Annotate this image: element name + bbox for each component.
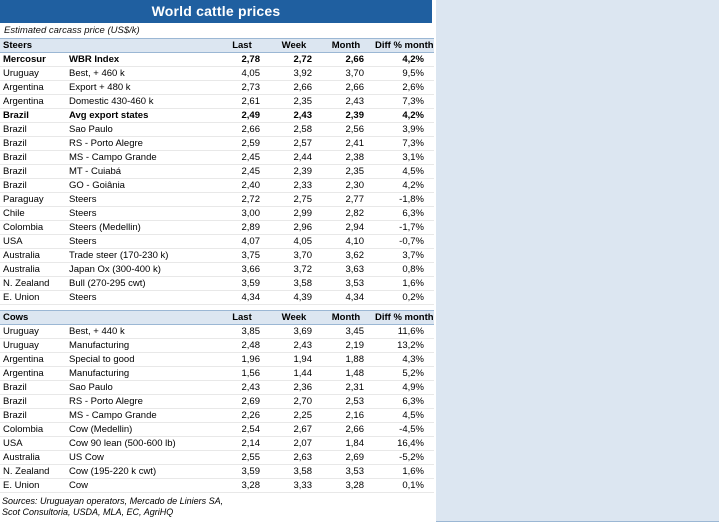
row-week: 2,25 [268,409,320,423]
row-desc: Steers [66,291,216,305]
row-last: 2,45 [216,165,268,179]
row-country: E. Union [0,291,66,305]
row-diff: -1,8% [372,193,434,207]
row-month: 2,69 [320,451,372,465]
row-desc: Japan Ox (300-400 k) [66,263,216,277]
row-country: Argentina [0,367,66,381]
table-row [0,95,434,109]
row-diff: 4,3% [372,353,434,367]
row-last: 2,72 [216,193,268,207]
row-diff: -0,7% [372,235,434,249]
row-month: 1,88 [320,353,372,367]
row-desc: Manufacturing [66,367,216,381]
header-month: Month [320,311,372,325]
row-last: 3,59 [216,465,268,479]
row-country: N. Zealand [0,277,66,291]
row-week: 2,39 [268,165,320,179]
row-country: Colombia [0,221,66,235]
steers-table-header [0,39,434,53]
row-country: Argentina [0,81,66,95]
row-last: 2,48 [216,339,268,353]
row-last: 2,78 [216,53,268,67]
row-week: 2,66 [268,81,320,95]
right-panel [436,0,719,519]
table-row [0,395,434,409]
table-row [0,123,434,137]
row-country: Brazil [0,395,66,409]
row-week: 3,33 [268,479,320,493]
row-country: Australia [0,249,66,263]
row-diff: 0,8% [372,263,434,277]
header-steers: Steers [0,39,66,53]
row-desc: MS - Campo Grande [66,409,216,423]
row-month: 3,63 [320,263,372,277]
table-row [0,249,434,263]
row-diff: 7,3% [372,137,434,151]
row-last: 2,49 [216,109,268,123]
table-row [0,221,434,235]
row-last: 2,59 [216,137,268,151]
row-diff: 3,9% [372,123,434,137]
row-week: 2,33 [268,179,320,193]
row-country: Uruguay [0,325,66,339]
row-week: 3,69 [268,325,320,339]
row-desc: Steers [66,207,216,221]
row-month: 2,41 [320,137,372,151]
row-diff: 4,2% [372,179,434,193]
row-desc: Trade steer (170-230 k) [66,249,216,263]
row-week: 3,70 [268,249,320,263]
row-month: 3,70 [320,67,372,81]
row-month: 2,43 [320,95,372,109]
row-desc: Cow (Medellin) [66,423,216,437]
steers-table [0,38,434,310]
row-diff: 0,1% [372,479,434,493]
row-desc: Best, + 460 k [66,67,216,81]
row-desc: RS - Porto Alegre [66,137,216,151]
row-diff: 9,5% [372,67,434,81]
row-diff: 4,5% [372,409,434,423]
row-desc: Sao Paulo [66,123,216,137]
table-row [0,451,434,465]
row-desc: Special to good [66,353,216,367]
row-diff: 0,2% [372,291,434,305]
row-month: 2,66 [320,423,372,437]
row-country: Brazil [0,179,66,193]
row-diff: 1,6% [372,465,434,479]
row-country: Brazil [0,123,66,137]
header-cows: Cows [0,311,66,325]
row-week: 2,99 [268,207,320,221]
row-country: Australia [0,263,66,277]
row-country: USA [0,235,66,249]
row-desc: Export + 480 k [66,81,216,95]
row-last: 3,85 [216,325,268,339]
row-diff: 4,2% [372,109,434,123]
table-row [0,277,434,291]
row-month: 4,34 [320,291,372,305]
row-last: 2,26 [216,409,268,423]
row-month: 2,66 [320,53,372,67]
table-row [0,207,434,221]
row-last: 4,05 [216,67,268,81]
shares-header-row [436,223,719,237]
row-desc: Steers [66,193,216,207]
row-country: USA [0,437,66,451]
header-week: Week [268,311,320,325]
page-subtitle: Estimated carcass price (US$/k) [4,25,140,36]
row-month: 1,84 [320,437,372,451]
row-diff: -1,7% [372,221,434,235]
row-month: 3,53 [320,277,372,291]
row-desc: Domestic 430-460 k [66,95,216,109]
table-row [0,179,434,193]
table-row [0,409,434,423]
row-country: Argentina [0,353,66,367]
row-week: 2,72 [268,53,320,67]
table-row [0,381,434,395]
row-week: 2,44 [268,151,320,165]
row-week: 2,43 [268,109,320,123]
row-month: 2,30 [320,179,372,193]
table-row [0,437,434,451]
row-week: 1,94 [268,353,320,367]
row-month: 2,31 [320,381,372,395]
row-last: 3,28 [216,479,268,493]
row-country: Brazil [0,381,66,395]
sources-note [0,493,432,518]
row-desc: MT - Cuiabá [66,165,216,179]
row-week: 3,92 [268,67,320,81]
table-row [0,53,434,67]
row-last: 2,14 [216,437,268,451]
row-last: 4,34 [216,291,268,305]
row-last: 2,66 [216,123,268,137]
row-month: 3,28 [320,479,372,493]
row-desc: Manufacturing [66,339,216,353]
row-diff: 16,4% [372,437,434,451]
row-desc: Cow [66,479,216,493]
row-last: 2,45 [216,151,268,165]
row-week: 2,35 [268,95,320,109]
row-month: 2,56 [320,123,372,137]
header-last: Last [216,311,268,325]
company-shares-table [436,223,719,502]
row-last: 1,96 [216,353,268,367]
row-last: 2,73 [216,81,268,95]
row-diff: 6,3% [372,207,434,221]
row-week: 3,72 [268,263,320,277]
row-desc: Sao Paulo [66,381,216,395]
row-country: N. Zealand [0,465,66,479]
table-row [0,367,434,381]
page-title: World cattle prices [0,0,432,23]
row-country: Brazil [0,109,66,123]
row-diff: 4,2% [372,53,434,67]
row-desc: RS - Porto Alegre [66,395,216,409]
table-row [0,325,434,339]
header-week: Week [268,39,320,53]
row-month: 3,45 [320,325,372,339]
row-week: 2,70 [268,395,320,409]
row-country: Chile [0,207,66,221]
row-country: Uruguay [0,67,66,81]
row-month: 2,38 [320,151,372,165]
row-week: 4,05 [268,235,320,249]
row-diff: -5,2% [372,451,434,465]
row-country: Brazil [0,409,66,423]
row-month: 2,16 [320,409,372,423]
row-month: 3,62 [320,249,372,263]
row-diff: 2,6% [372,81,434,95]
row-diff: 3,7% [372,249,434,263]
header-blank [66,39,216,53]
cows-table-header [0,311,434,325]
table-row [0,339,434,353]
row-month: 2,53 [320,395,372,409]
row-diff: 6,3% [372,395,434,409]
row-country: E. Union [0,479,66,493]
row-diff: 4,5% [372,165,434,179]
row-week: 2,07 [268,437,320,451]
row-week: 3,58 [268,465,320,479]
row-month: 3,53 [320,465,372,479]
row-last: 2,43 [216,381,268,395]
table-row [0,165,434,179]
row-last: 2,69 [216,395,268,409]
row-last: 2,61 [216,95,268,109]
row-country: Brazil [0,151,66,165]
row-last: 3,59 [216,277,268,291]
row-diff: 3,1% [372,151,434,165]
row-country: Paraguay [0,193,66,207]
row-week: 2,58 [268,123,320,137]
table-row [0,137,434,151]
header-month: Month [320,39,372,53]
table-row [0,479,434,493]
row-desc: WBR Index [66,53,216,67]
row-country: Uruguay [0,339,66,353]
table-row [0,109,434,123]
row-week: 3,58 [268,277,320,291]
row-last: 2,54 [216,423,268,437]
table-row [0,423,434,437]
table-row [0,263,434,277]
row-country: Brazil [0,137,66,151]
cows-table [0,310,434,493]
sources-line-2: Scot Consultoria, USDA, MLA, EC, AgriHQ [2,507,174,517]
row-week: 2,96 [268,221,320,235]
row-desc: Avg export states [66,109,216,123]
row-desc: Cow 90 lean (500-600 lb) [66,437,216,451]
row-diff: 11,6% [372,325,434,339]
row-week: 4,39 [268,291,320,305]
row-diff: 4,9% [372,381,434,395]
row-month: 2,82 [320,207,372,221]
row-month: 2,66 [320,81,372,95]
row-week: 2,57 [268,137,320,151]
header-last: Last [216,39,268,53]
row-desc: Cow (195-220 k cwt) [66,465,216,479]
row-month: 2,39 [320,109,372,123]
row-desc: US Cow [66,451,216,465]
row-desc: GO - Goiânia [66,179,216,193]
row-country: Colombia [0,423,66,437]
row-week: 1,44 [268,367,320,381]
row-last: 3,66 [216,263,268,277]
row-desc: Best, + 440 k [66,325,216,339]
table-row [0,81,434,95]
row-desc: MS - Campo Grande [66,151,216,165]
row-diff: 13,2% [372,339,434,353]
row-week: 2,75 [268,193,320,207]
row-last: 3,00 [216,207,268,221]
row-week: 2,43 [268,339,320,353]
row-month: 2,19 [320,339,372,353]
row-diff: -4,5% [372,423,434,437]
row-country: Argentina [0,95,66,109]
row-last: 3,75 [216,249,268,263]
row-diff: 7,3% [372,95,434,109]
row-desc: Steers [66,235,216,249]
shares-header-blank [436,0,719,522]
header-diff-month: Diff % month [372,311,434,325]
row-diff: 1,6% [372,277,434,291]
row-month: 2,94 [320,221,372,235]
table-row [0,465,434,479]
row-country: Australia [0,451,66,465]
row-desc: Bull (270-295 cwt) [66,277,216,291]
row-last: 2,40 [216,179,268,193]
table-row [0,193,434,207]
row-month: 2,77 [320,193,372,207]
table-row [0,291,434,305]
table-row [0,67,434,81]
row-week: 2,63 [268,451,320,465]
row-week: 2,67 [268,423,320,437]
row-country: Mercosur [0,53,66,67]
row-last: 2,89 [216,221,268,235]
row-month: 2,35 [320,165,372,179]
row-last: 2,55 [216,451,268,465]
row-last: 4,07 [216,235,268,249]
table-row [0,353,434,367]
table-row [0,235,434,249]
row-desc: Steers (Medellin) [66,221,216,235]
row-month: 1,48 [320,367,372,381]
header-diff-month: Diff % month [372,39,434,53]
header-blank [66,311,216,325]
row-country: Brazil [0,165,66,179]
row-month: 4,10 [320,235,372,249]
sources-line-1: Sources: Uruguayan operators, Mercado de Liniers SA, [2,496,224,506]
table-row [0,151,434,165]
row-last: 1,56 [216,367,268,381]
row-week: 2,36 [268,381,320,395]
row-diff: 5,2% [372,367,434,381]
